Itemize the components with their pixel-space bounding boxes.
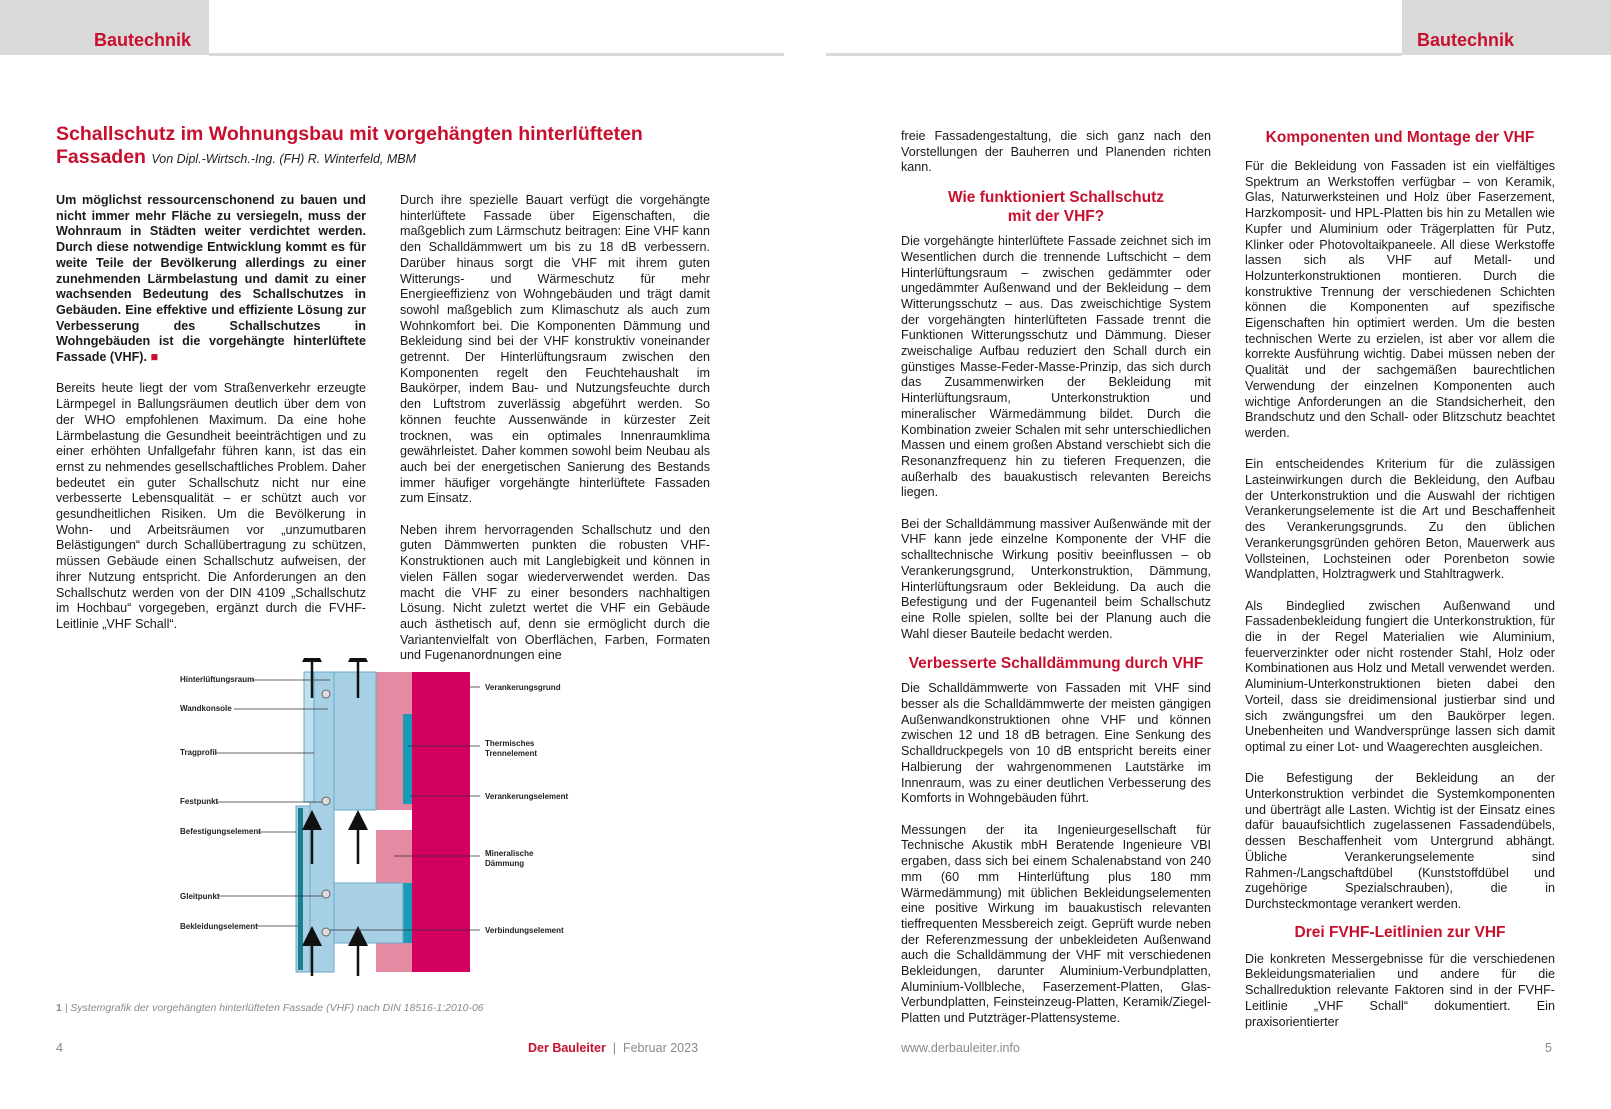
label-ventilation-gap: Hinterlüftungsraum: [180, 675, 255, 684]
paragraph: Ein entscheidendes Kriterium für die zulässigen Lasteinwirkungen durch die Bekleidung, den Aufbau der Unterkonstruktion und die Auswahl der richtigen Verankerungselemente ist die Art und Beschaffenheit des Verankerungsgrunds. Zu den üblichen Verankerungsgründen gehören Beton, Mauerwerk aus Vollsteinen, Lochsteinen oder Porenbeton sowie Wandplatten, Holztragwerk und Stahltragwerk.: [1245, 457, 1555, 582]
label-anchoring-base: Verankerungsgrund: [485, 683, 561, 692]
end-marker-icon: ■: [150, 350, 159, 365]
wall-bracket: [330, 883, 403, 943]
paragraph: Die vorgehängte hinterlüftete Fassade zeichnet sich im Wesentlichen durch die trennende Luftschicht – dem Hinterlüftungsraum – zwischen gedämmter oder ungedämmter Außenwand und der Bekleidung – dem Witterungsschutz – aus. Das zweischichtige System der vorgehängten hinterlüfteten Fassade trennt die Funktionen Witterungsschutz und Dämmung. Dieser zweischalige Aufbau reduziert den Schall durch ein günstiges Masse-Feder-Masse-Prinzip, das sich durch das Zusammenwirken der Bekleidung mit Hinterlüftungsraum, Unterkonstruktion und mineralischer Wärmedämmung bildet. Durch die Kombination zweier Schalen mit sehr unterschiedlichen Massen und einem großen Abstand verschiebt sich die Resonanzfrequenz hin zu tieferen Frequenzen, die außerhalb des bauakustisch relevanten Bereichs liegen.: [901, 234, 1211, 500]
paragraph: Die konkreten Messergebnisse für die verschiedenen Bekleidungsmaterialien und andere für die Schallreduktion relevante Faktoren sind in der FVHF-Leitlinie „VHF Schall“ dokumentiert. Ein praxisorientierter: [1245, 951, 1555, 1029]
fixed-point-icon: [322, 690, 330, 698]
lead-paragraph: [56, 193, 366, 366]
label-fixed-point: Festpunkt: [180, 797, 219, 806]
paragraph: Neben ihrem hervorragenden Schallschutz und den guten Dämmwerten punkten die robusten VHF-Konstruktionen auch mit Langlebigkeit und können in vielen Fällen sogar wiederverwendet werden. Das macht die VHF zu einer besonders nachhaltigen Lösung. Nicht zuletzt wertet die VHF ein Gebäude auch ästhetisch auf, denn sie ermöglicht durch die Variantenvielfalt von Oberflächen, Farben, Formaten und Fugenanordnungen eine: [400, 522, 710, 663]
article-title: Schallschutz im Wohnungsbau mit vorgehängten hinterlüfteten Fassaden: [56, 123, 643, 168]
footer-website-link[interactable]: www.derbauleiter.info: [901, 1041, 1020, 1055]
column-1: [56, 193, 366, 648]
label-fastening-element: Befestigungselement: [180, 827, 261, 836]
label-wall-bracket: Wandkonsole: [180, 704, 232, 713]
column-4: [1245, 128, 1555, 1046]
paragraph: Bei der Schalldämmung massiver Außenwände mit der VHF kann jede einzelne Komponente der VHF die schalltechnische Wirkung positiv beeinflussen – ob Verankerungsgrund, Unterkonstruktion, Dämmung, Hinterlüftungsraum oder Bekleidung. Da auch die Befestigung und der Fugenanteil beim Schallschutz eine Rolle spielen, sollte bei der Planung auch die Wahl dieser Bauteile bedacht werden.: [901, 516, 1211, 641]
section-label-left: Bautechnik: [94, 30, 192, 50]
header-rule-right: [826, 53, 1402, 56]
lead-text: Um möglichst ressourcenschonend zu bauen und nicht immer mehr Fläche zu versiegeln, muss der Wohnraum in Städten weiter verdichtet werden. Durch diese notwendige Entwicklung kommt es für weite Teile der Bevölkerung allerdings zu einer zunehmenden Lärmbelastung und damit zu einer wachsenden Bedeutung des Schallschutzes in Gebäuden. Eine effektive und effiziente Lösung zur Verbesserung des Schallschutzes in Wohngebäuden ist die vorgehängte hinterlüftete Fassade (VHF).: [56, 193, 366, 365]
label-thermal-separator-1: Thermisches: [485, 739, 535, 748]
paragraph: Als Bindeglied zwischen Außenwand und Fassadenbekleidung fungiert die Unterkonstruktion, für die in der Regel Materialien wie Aluminium, feuerverzinkter oder nicht rostender Stahl, Holz oder Kombinationen aus Holz und Metall verwendet werden. Aluminium-Unterkonstruktionen bieten dabei den Vorteil, dass sie dreidimensional justierbar sind und sich zwängungsfrei um den Baukörper legen. Unebenheiten und Wandversprünge lassen sich damit optimal zu einer Lot- und Waagerechten ausgleichen.: [1245, 598, 1555, 754]
page-number-right: 5: [1545, 1041, 1552, 1055]
column-3: [901, 129, 1211, 1043]
footer-separator: |: [612, 1041, 617, 1055]
vhf-system-diagram: [180, 658, 600, 994]
figure-caption-separator: |: [64, 1002, 68, 1014]
page-number-left: 4: [56, 1041, 63, 1055]
label-thermal-separator-2: Trennelement: [485, 749, 538, 758]
sliding-point-icon: [322, 928, 330, 936]
paragraph: Durch ihre spezielle Bauart verfügt die vorgehängte hinterlüftete Fassade über Eigenschaften, die maßgeblich zum Lärmschutz beitragen: Eine VHF kann den Schalldämmwert um bis zu 18 dB verbessern. Darüber hinaus sorgt die VHF mit ihrem guten Witterungs- und Wärmeschutz für mehr Energieeffizienz von Wohngebäuden und trägt damit sowohl maßgeblich zum Klimaschutz als auch zum Wohnkomfort bei. Die Komponenten Dämmung und Bekleidung sind bei der VHF konstruktiv voneinander getrennt. Der Hinterlüftungsraum zwischen den Komponenten regelt den Feuchtehaushalt im Baukörper, indem Bau- und Nutzungsfeuchte durch den Luftstrom zuverlässig abgeführt werden. So können feuchte Aussenwände in kürzester Zeit trocknen, was ein optimales Innenraumklima gewährleistet. Daher kommen sowohl beim Neubau als auch bei der energetischen Sanierung des Bestands immer häufiger vorgehängte hinterlüftete Fassaden zum Einsatz.: [400, 193, 710, 506]
label-mineral-insulation-2: Dämmung: [485, 859, 525, 868]
sliding-point-icon: [322, 890, 330, 898]
fixed-point-icon: [322, 797, 330, 805]
subheading: Wie funktioniert Schallschutz mit der VHF?: [947, 189, 1165, 226]
header-rule-left: [209, 53, 784, 56]
label-mineral-insulation-1: Mineralische: [485, 849, 534, 858]
subheading: Verbesserte Schalldämmung durch VHF: [908, 655, 1204, 673]
paragraph: Für die Bekleidung von Fassaden ist ein vielfältiges Spektrum an Werkstoffen verfügbar – von Keramik, Glas, Naturwerksteinen und Holz über Faserzement, Harzkomposit- und HPL-Platten bis hin zu Metallen wie Kupfer und Aluminium oder Trägerplatten für Putz, Klinker oder Photovoltaikpaneele. All diese Werkstoffe lassen sich als VHF auf Metall- und Holzunterkonstruktionen montieren. Durch die konstruktive Trennung der verschiedenen Schichten können die Komponenten auf spezifische Eigenschaften hin optimiert werden. Um die besten technischen Werte zu erzielen, ist aber vor allem die korrekte Ausführung wichtig. Dabei müssen neben der Qualität und der sachgemäßen baurechtlichen Verwendung der einzelnen Komponenten auch wichtige Anforderungen an die Standsicherheit, den Brandschutz und den Schall- oder Blitzschutz beachtet werden.: [1245, 159, 1555, 440]
article-title-block: [56, 123, 736, 171]
paragraph: Bereits heute liegt der vom Straßenverkehr erzeugte Lärmpegel in Ballungsräumen deutlich über dem von der WHO empfohlenen Maximum. Da eine hohe Lärmbelastung die Gesundheit beeinträchtigen und zu einer erhöhten Unfallgefahr führen kann, ist das ein ernst zu nehmendes gesellschaftliches Problem. Daher bedeutet ein guter Schallschutz nicht nur eine verbesserte Lebensqualität – er schützt auch vor gesundheitlichen Risiken. Um die Bevölkerung in Wohn- und Arbeitsräumen vor „unzumutbaren Belästigungen“ durch Schallübertragung zu schützen, müssen Gebäude einen Schallschutz aufweisen, der ihrer Nutzung entspricht. Die Anforderungen an den Schallschutz werden von der DIN 4109 „Schallschutz im Hochbau“ vorgegeben, ergänzt durch die FVHF-Leitlinie „VHF Schall“.: [56, 381, 366, 631]
label-connection-element: Verbindungselement: [485, 926, 564, 935]
footer-issue: Februar 2023: [622, 1041, 699, 1055]
column-2: [400, 193, 710, 680]
footer-brand: Der Bauleiter: [528, 1041, 606, 1055]
footer-publication: [528, 1041, 698, 1055]
paragraph: Die Schalldämmwerte von Fassaden mit VHF sind besser als die Schalldämmwerte der meisten gängigen Außenwandkonstruktionen ohne VHF und können zwischen 12 und 18 dB betragen. Eine Senkung des Schalldruckpegels von 10 dB entspricht bereits einer Halbierung der wahrgenommenen Lautstärke im Innenraum, was zu einer deutlichen Verbesserung des Komforts in Wohngebäuden führt.: [901, 681, 1211, 806]
subheading: Komponenten und Montage der VHF: [1265, 129, 1535, 146]
figure-caption: [56, 1002, 484, 1014]
label-anchoring-element: Verankerungselement: [485, 792, 569, 801]
figure-caption-number: 1: [56, 1002, 62, 1014]
wall-bracket: [330, 672, 376, 810]
article-byline: Von Dipl.-Wirtsch.-Ing. (FH) R. Winterfeld, MBM: [151, 152, 417, 166]
label-sliding-point: Gleitpunkt: [180, 892, 220, 901]
figure-caption-text: Systemgrafik der vorgehängten hinterlüfteten Fassade (VHF) nach DIN 18516-1:2010-06: [70, 1002, 484, 1014]
paragraph: Die Befestigung der Bekleidung an der Unterkonstruktion verbindet die Systemkomponenten und überträgt alle Lasten. Wichtig ist der Einsatz eines dafür bauaufsichtlich zugelassenen Fassadendübels, dessen Beschaffenheit vom Untergrund abhängt. Übliche Verankerungselemente sind Rahmen-/Langschaftdübel (Kunststoffdübel und zugehörige Spezialschrauben), die in Durchsteckmontage verankert werden.: [1245, 771, 1555, 911]
thermal-separator-icon: [403, 714, 412, 804]
thermal-separator-icon: [403, 883, 412, 943]
subheading: Drei FVHF-Leitlinien zur VHF: [1294, 923, 1506, 941]
paragraph: Messungen der ita Ingenieurgesellschaft für Technische Akustik mbH Beratende Ingenieure VBI ergaben, dass sich bei einem Schalenabstand von 240 mm (60 mm Hinterlüftung plus 180 mm Wärmedämmung) mit üblichen Bekleidungselementen eine positive Wirkung im bauakustisch relevanten tieffrequenten Messbereich zeigt. Geprüft wurde neben der Referenzmessung der unbekleideten Außenwand auch die Schalldämmung der VHF mit verschiedenen Bekleidungen, darunter Aluminium-Verbundplatten, Aluminium-Vollbleche, Faserzement-Platten, Glas-Verbundplatten, Feinsteinzeug-Platten, Keramik/Ziegel-Platten und Putzträger-Plattensysteme.: [901, 822, 1211, 1026]
label-support-profile: Tragprofil: [180, 748, 217, 757]
section-label-right: Bautechnik: [1417, 30, 1515, 50]
label-cladding-element: Bekleidungselement: [180, 922, 258, 931]
anchoring-base: [412, 672, 470, 972]
paragraph: freie Fassadengestaltung, die sich ganz nach den Vorstellungen der Bauherren und Planenden richten kann.: [901, 129, 1211, 175]
